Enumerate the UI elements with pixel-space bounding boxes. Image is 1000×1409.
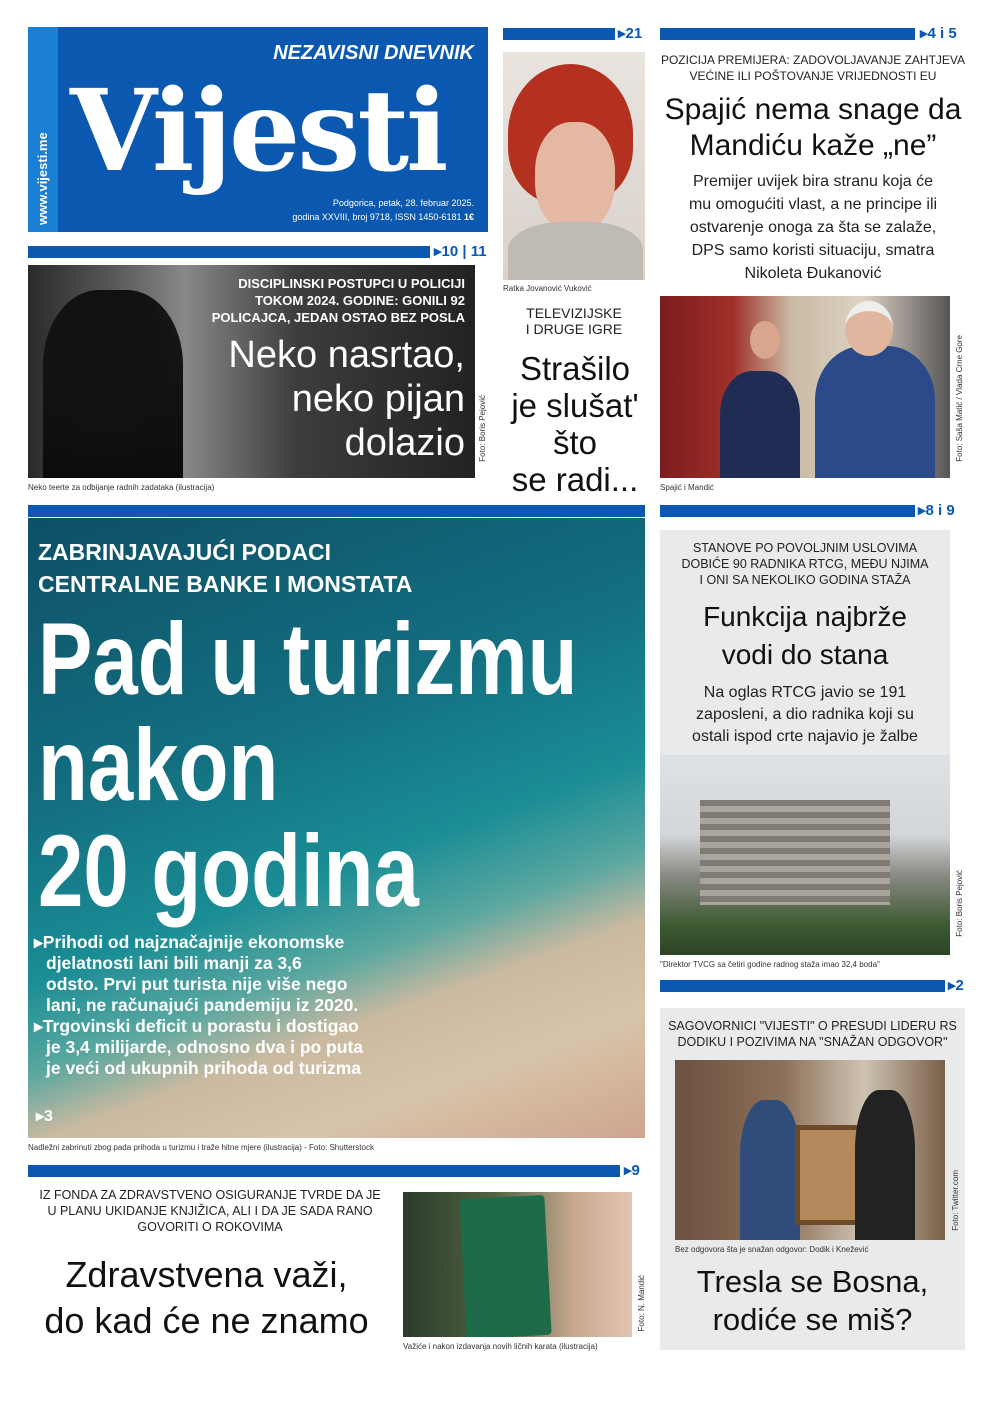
police-kicker: DISCIPLINSKI POSTUPCI U POLICIJI TOKOM 2024. GODINE: GONILI 92 POLICAJCA, JEDAN OSTAO BEZ POSLA	[211, 276, 465, 325]
main-photo[interactable]	[28, 518, 645, 1138]
page-ref: ▸9	[624, 1162, 640, 1179]
premier-headline[interactable]: Spajić nema snage da Mandiću kaže „ne”	[664, 93, 962, 162]
section-bar	[28, 1165, 620, 1177]
bullet-item: ▸Prihodi od najznačajnije ekonomske	[34, 932, 345, 952]
health-card	[459, 1195, 551, 1337]
dodik-box	[660, 1008, 965, 1350]
page-number: 3	[44, 1108, 53, 1125]
section-bar	[660, 505, 915, 517]
page-number: 9	[631, 1162, 640, 1179]
dodik-kicker: SAGOVORNICI "VIJESTI" O PRESUDI LIDERU RS DODIKU I POZIVIMA NA "SNAŽAN ODGOVOR"	[668, 1019, 957, 1049]
photo-caption: "Direktor TVCG sa četiri godine radnog staža imao 32,4 boda"	[660, 960, 880, 969]
page-number: 10 | 11	[441, 243, 487, 260]
officer-figure	[43, 290, 183, 478]
masthead-tagline: NEZAVISNI DNEVNIK	[273, 42, 474, 64]
photo-caption: Nadležni zabrinuti zbog pada prihoda u turizmu i traže hitne mjere (ilustracija) - Foto: Shutterstock	[28, 1143, 374, 1152]
masthead-title: Vijesti	[70, 66, 446, 197]
page-ref: ▸8 i 9	[918, 502, 955, 519]
health-kicker: IZ FONDA ZA ZDRAVSTVENO OSIGURANJE TVRDE DA JE U PLANU UKIDANJE KNJIŽICA, ALI I DA JE SADA RANO GOVORITI O ROKOVIMA	[39, 1188, 381, 1234]
photo-caption: Neko teerte za odbijanje radnih zadataka (ilustracija)	[28, 483, 215, 492]
columnist-face	[535, 122, 615, 232]
main-kicker: ZABRINJAVAJUĆI PODACI CENTRALNE BANKE I MONSTATA	[38, 539, 413, 597]
column-kicker: TELEVIZIJSKE I DRUGE IGRE	[525, 305, 623, 337]
rtcg-photo[interactable]	[660, 755, 950, 955]
page-number: 4 i 5	[927, 25, 957, 42]
section-bar	[28, 246, 430, 258]
masthead	[28, 27, 488, 232]
bullet-item: ▸Trgovinski deficit u porastu i dostigao	[34, 1016, 359, 1036]
main-bullets: ▸Prihodi od najznačajnije ekonomske djelatnosti lani bili manji za 3,6 odsto. Prvi put turista nije više nego lani, ne računajući pandemiju iz 2020. ▸Trgovinski deficit u porastu i dostigao je 3,4 milijarde, odnosno dva i po puta je veći od ukupnih prihoda od turizma	[34, 932, 434, 1079]
page-ref: ▸4 i 5	[920, 25, 957, 42]
premier-deck: Premijer uvijek bira stranu koja će mu omogućiti vlast, a ne principe ili ostvarenje onoga za šta se zalaže, DPS samo koristi situaciju, smatra Nikoleta Đukanović	[688, 173, 938, 282]
column-headline[interactable]: Strašilo je slušat' što se radi...	[511, 350, 639, 498]
dateline: Podgorica, petak, 28. februar 2025.	[332, 198, 474, 208]
page-number: 8 i 9	[925, 502, 955, 519]
section-bar	[660, 980, 945, 992]
columnist-photo[interactable]	[503, 52, 645, 280]
photo-credit: Foto: Twitter.com	[951, 1170, 960, 1231]
police-headline[interactable]: Neko nasrtao, neko pijan dolazio	[228, 334, 465, 464]
police-photo[interactable]	[28, 265, 475, 478]
rtcg-box	[660, 530, 950, 955]
issue-info: godina XXVIII, broj 9718, ISSN 1450-6181	[292, 212, 462, 222]
main-headline[interactable]: Pad u turizmu nakon 20 godina	[38, 602, 578, 928]
section-bar	[28, 505, 645, 517]
rtcg-kicker: STANOVE PO POVOLJNIM USLOVIMA DOBIĆE 90 RADNIKA RTCG, MEĐU NJIMA I ONI SA NEKOLIKO GODINA STAŽA	[681, 541, 929, 587]
price: 1€	[463, 212, 474, 222]
page-ref: ▸10 | 11	[434, 243, 487, 260]
dodik-headline[interactable]: Tresla se Bosna, rodiće se miš?	[696, 1264, 929, 1337]
premier-kicker: POZICIJA PREMIJERA: ZADOVOLJAVANJE ZAHTJEVA VEĆINE ILI POŠTOVANJE VRIJEDNOSTI EU	[660, 53, 966, 83]
section-bar	[503, 28, 615, 40]
page-ref: ▸2	[948, 977, 964, 994]
page-number: 21	[625, 25, 643, 42]
page-ref: ▸21	[618, 25, 643, 42]
photo-caption: Spajić i Mandić	[660, 483, 714, 492]
health-photo[interactable]	[403, 1192, 632, 1337]
website-label: www.vijesti.me	[35, 132, 50, 225]
health-headline[interactable]: Zdravstvena važi, do kad će ne znamo	[44, 1254, 369, 1341]
photo-credit: Foto: N. Mandić	[637, 1275, 646, 1332]
dodik-photo[interactable]	[675, 1060, 945, 1240]
rtcg-headline[interactable]: Funkcija najbrže vodi do stana	[703, 601, 907, 670]
photo-credit: Foto: Boris Pejović	[955, 870, 964, 937]
photo-caption: Bez odgovora šta je snažan odgovor: Dodik i Knežević	[675, 1245, 869, 1254]
premier-photo[interactable]	[660, 296, 950, 478]
page-number: 2	[955, 977, 964, 994]
page-ref: ▸3	[36, 1108, 53, 1125]
photo-caption: Ratka Jovanović Vuković	[503, 284, 592, 293]
photo-caption: Važiće i nakon izdavanja novih ličnih karata (ilustracija)	[403, 1342, 598, 1351]
section-bar	[660, 28, 915, 40]
photo-credit: Foto: Boris Pejović	[478, 395, 487, 462]
rtcg-building	[700, 800, 890, 905]
photo-credit: Foto: Saša Matić / Vlada Crne Gore	[955, 335, 964, 462]
rtcg-deck: Na oglas RTCG javio se 191 zaposleni, a dio radnika koji su ostali ispod crte najavio je žalbe	[692, 684, 918, 745]
